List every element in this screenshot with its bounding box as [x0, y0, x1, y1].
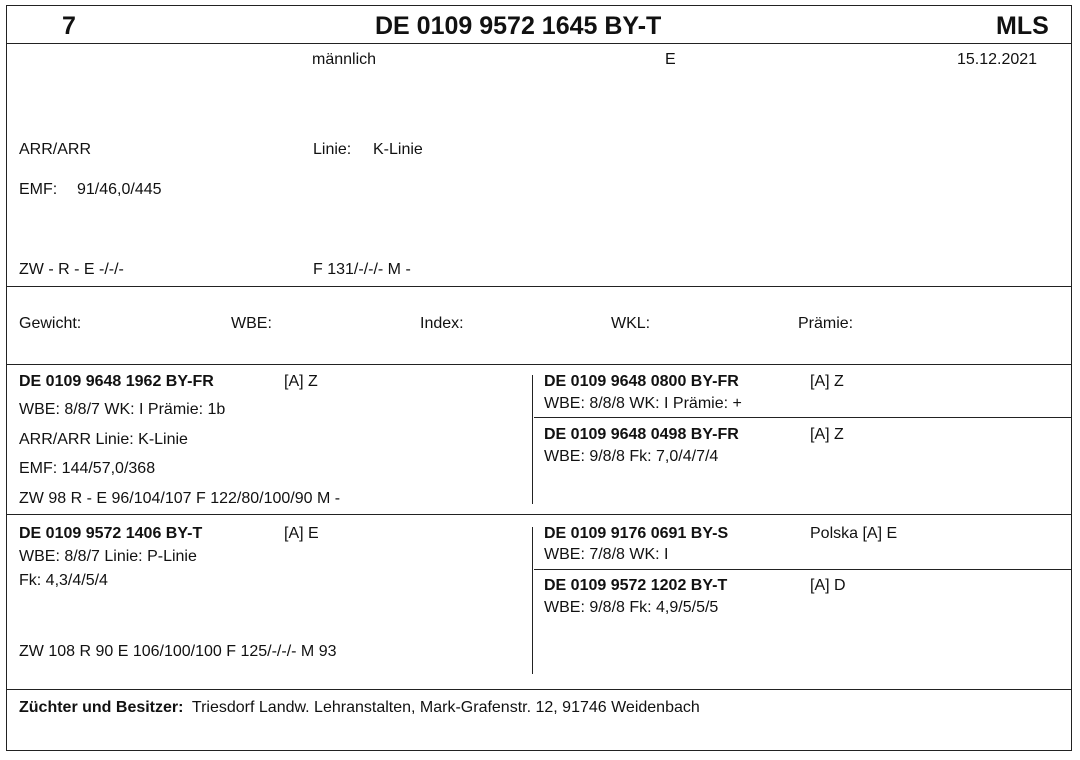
sire-sire-id: DE 0109 9648 0800 BY-FR	[544, 373, 739, 390]
breed-code: MLS	[996, 12, 1049, 40]
genotype: ARR/ARR	[19, 141, 92, 158]
sire-sire-tag: [A] Z	[810, 373, 844, 390]
grade: E	[665, 51, 676, 68]
praemie-label: Prämie:	[798, 315, 854, 332]
dam-divider	[7, 689, 1071, 690]
sex: männlich	[312, 51, 377, 68]
card-number: 7	[62, 12, 76, 40]
dam-line-2: Fk: 4,3/4/5/4	[19, 572, 108, 589]
dam-dam-line-1: WBE: 9/8/8 Fk: 4,9/5/5/5	[544, 599, 719, 616]
dam-sire-id: DE 0109 9176 0691 BY-S	[544, 525, 729, 542]
sire-line-1: WBE: 8/8/7 WK: I Prämie: 1b	[19, 401, 226, 418]
sire-tag: [A] Z	[284, 373, 318, 390]
animal-ear-tag: DE 0109 9572 1645 BY-T	[375, 12, 662, 40]
sire-line-4: ZW 98 R - E 96/104/107 F 122/80/100/90 M -	[19, 490, 341, 507]
dam-tag: [A] E	[284, 525, 319, 542]
dam-dam-id: DE 0109 9572 1202 BY-T	[544, 577, 728, 594]
sire-line-3: EMF: 144/57,0/368	[19, 460, 156, 477]
wbe-label: WBE:	[231, 315, 272, 332]
sire-dam-id: DE 0109 9648 0498 BY-FR	[544, 426, 739, 443]
zw-left: ZW - R - E -/-/-	[19, 261, 124, 278]
dam-sire-line-1: WBE: 7/8/8 WK: I	[544, 546, 669, 563]
sire-divider	[7, 514, 1071, 515]
dam-dam-tag: [A] D	[810, 577, 846, 594]
breeder-row	[19, 699, 700, 717]
sire-dam-line-1: WBE: 9/8/8 Fk: 7,0/4/7/4	[544, 448, 719, 465]
dam-grandparents-divider	[534, 569, 1071, 570]
zw-right: F 131/-/-/- M -	[313, 261, 411, 278]
measures-divider	[7, 364, 1071, 365]
dam-line-1: WBE: 8/8/7 Linie: P-Linie	[19, 548, 197, 565]
sire-grandparents-divider	[534, 417, 1071, 418]
dam-column-divider	[532, 527, 533, 674]
dam-line-3: ZW 108 R 90 E 106/100/100 F 125/-/-/- M 93	[19, 643, 337, 660]
sire-sire-line-1: WBE: 8/8/8 WK: I Prämie: +	[544, 395, 742, 412]
emf-label: EMF:	[19, 181, 58, 198]
breeder-label: Züchter und Besitzer:	[19, 699, 184, 716]
emf-value: 91/46,0/445	[77, 181, 162, 198]
wkl-label: WKL:	[611, 315, 651, 332]
date: 15.12.2021	[957, 51, 1038, 68]
sire-column-divider	[532, 375, 533, 504]
header-divider	[7, 43, 1071, 44]
index-label: Index:	[420, 315, 464, 332]
breeder-value: Triesdorf Landw. Lehranstalten, Mark-Grafenstr. 12, 91746 Weidenbach	[191, 699, 700, 716]
sire-id: DE 0109 9648 1962 BY-FR	[19, 373, 214, 390]
line-value: K-Linie	[373, 141, 423, 158]
weight-label: Gewicht:	[19, 315, 82, 332]
dam-sire-tag: Polska [A] E	[810, 525, 898, 542]
line-label: Linie:	[313, 141, 352, 158]
sire-dam-tag: [A] Z	[810, 426, 844, 443]
info-divider	[7, 286, 1071, 287]
dam-id: DE 0109 9572 1406 BY-T	[19, 525, 203, 542]
sire-line-2: ARR/ARR Linie: K-Linie	[19, 431, 188, 448]
